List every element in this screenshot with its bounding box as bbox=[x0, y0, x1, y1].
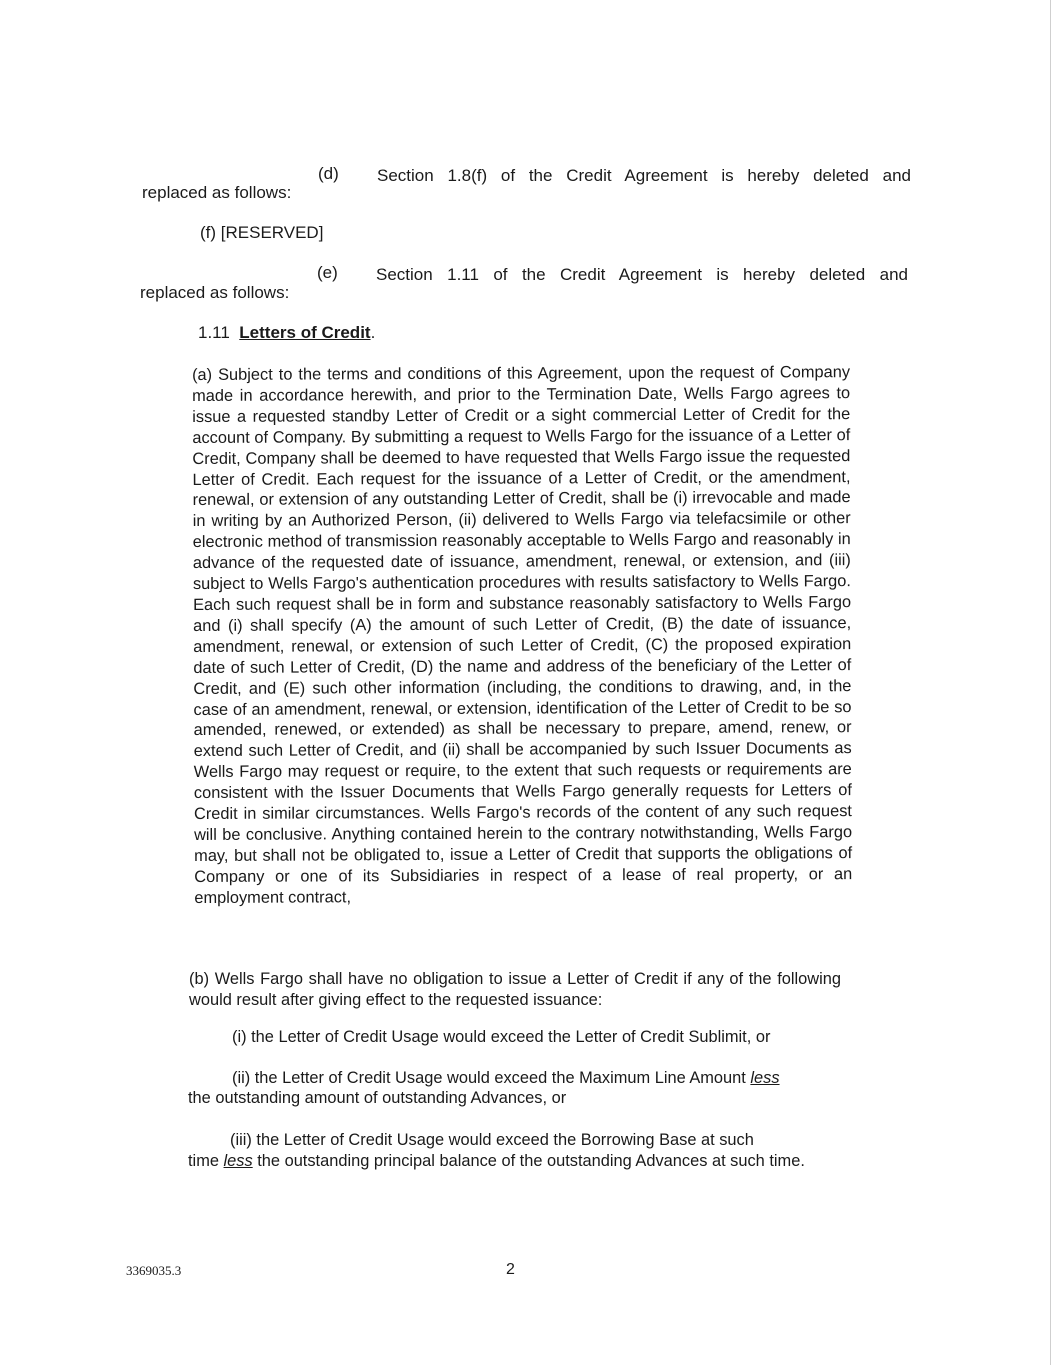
section-heading bbox=[198, 323, 375, 343]
amendment-d-continuation: replaced as follows: bbox=[142, 183, 292, 202]
amendment-e-marker: (e) bbox=[317, 263, 338, 282]
footer-document-id: 3369035.3 bbox=[126, 1263, 182, 1278]
amendment-d-text: Section 1.8(f) of the Credit Agreement is hereby deleted and bbox=[377, 166, 911, 185]
paragraph-b: (b) Wells Fargo shall have no obligation to issue a Letter of Credit if any of the following would result after giving effect to the requested issuance: bbox=[189, 970, 841, 1009]
scan-edge-line bbox=[1050, 0, 1051, 1365]
paragraph-a: (a) Subject to the terms and conditions of this Agreement, upon the request of Company made in accordance herewith, and prior to the Termination Date, Wells Fargo agrees to issue a requested standby Letter of Credit or a sight commercial Letter of Credit for the account of Company. By submitting a request to Wells Fargo for the issuance of a Letter of Credit, Company shall be deemed to have requested that Wells Fargo issue the requested Letter of Credit. Each request for the issuance of a Letter of Credit, or the amendment, renewal, or extension of any outstanding Letter of Credit, shall be (i) irrevocable and made in writing by an Authorized Person, (ii) delivered to Wells Fargo via telefacsimile or other electronic method of transmission reasonably acceptable to Wells Fargo and reasonably in advance of the requested date of issuance, amendment, renewal, or extension, and (iii) subject to Wells Fargo's authentication procedures with results satisfactory to Wells Fargo. Each such request shall be in form and substance reasonably satisfactory to Wells Fargo and (i) shall specify (A) the amount of such Letter of Credit, (B) the date of issuance, amendment, renewal, or extension of such Letter of Credit, (C) the proposed expiration date of such Letter of Credit, (D) the name and address of the beneficiary of the Letter of Credit, and (E) such other information (including, the conditions to drawing, and, in the case of an amendment, renewal, or extension, identification of the Letter of Credit to be so amended, renewed, or extended) as shall be necessary to prepare, amend, renew, or extend such Letter of Credit, and (ii) shall be accompanied by such Issuer Documents as Wells Fargo may request or require, to the extent that such requests or requirements are consistent with the Issuer Documents that Wells Fargo generally requests for Letters of Credit in similar circumstances. Wells Fargo's records of the content of any such request will be conclusive. Anything contained herein to the contrary notwithstanding, Wells Fargo may, but shall not be obligated to, issue a Letter of Credit that supports the obligations of Company or one of its Subsidiaries in respect of a lease of real property, or an employment contract, bbox=[192, 363, 853, 907]
list-item-iii: (iii) the Letter of Credit Usage would exceed the Borrowing Base at such bbox=[230, 1131, 754, 1149]
less-emphasis-2: less bbox=[223, 1152, 253, 1170]
section-title: Letters of Credit bbox=[239, 323, 371, 342]
list-item-ii bbox=[232, 1068, 780, 1088]
footer-page-number: 2 bbox=[506, 1261, 515, 1278]
list-item-iii-rest: the outstanding principal balance of the outstanding Advances at such time. bbox=[252, 1152, 805, 1170]
amendment-e-text: Section 1.11 of the Credit Agreement is hereby deleted and bbox=[376, 265, 908, 284]
section-title-suffix: . bbox=[370, 323, 376, 342]
amendment-e-continuation: replaced as follows: bbox=[140, 283, 290, 302]
list-item-iii-continuation bbox=[188, 1151, 840, 1171]
section-number: 1.11 bbox=[198, 323, 230, 342]
list-item-ii-text: (ii) the Letter of Credit Usage would exceed the Maximum Line Amount bbox=[232, 1069, 751, 1087]
less-emphasis: less bbox=[750, 1069, 780, 1087]
reserved-clause: (f) [RESERVED] bbox=[200, 223, 324, 242]
list-item-ii-continuation: the outstanding amount of outstanding Advances, or bbox=[188, 1089, 567, 1107]
list-item-i: (i) the Letter of Credit Usage would exceed the Letter of Credit Sublimit, or bbox=[232, 1028, 771, 1046]
list-item-iii-time: time bbox=[188, 1152, 224, 1170]
amendment-d-marker: (d) bbox=[318, 164, 339, 183]
